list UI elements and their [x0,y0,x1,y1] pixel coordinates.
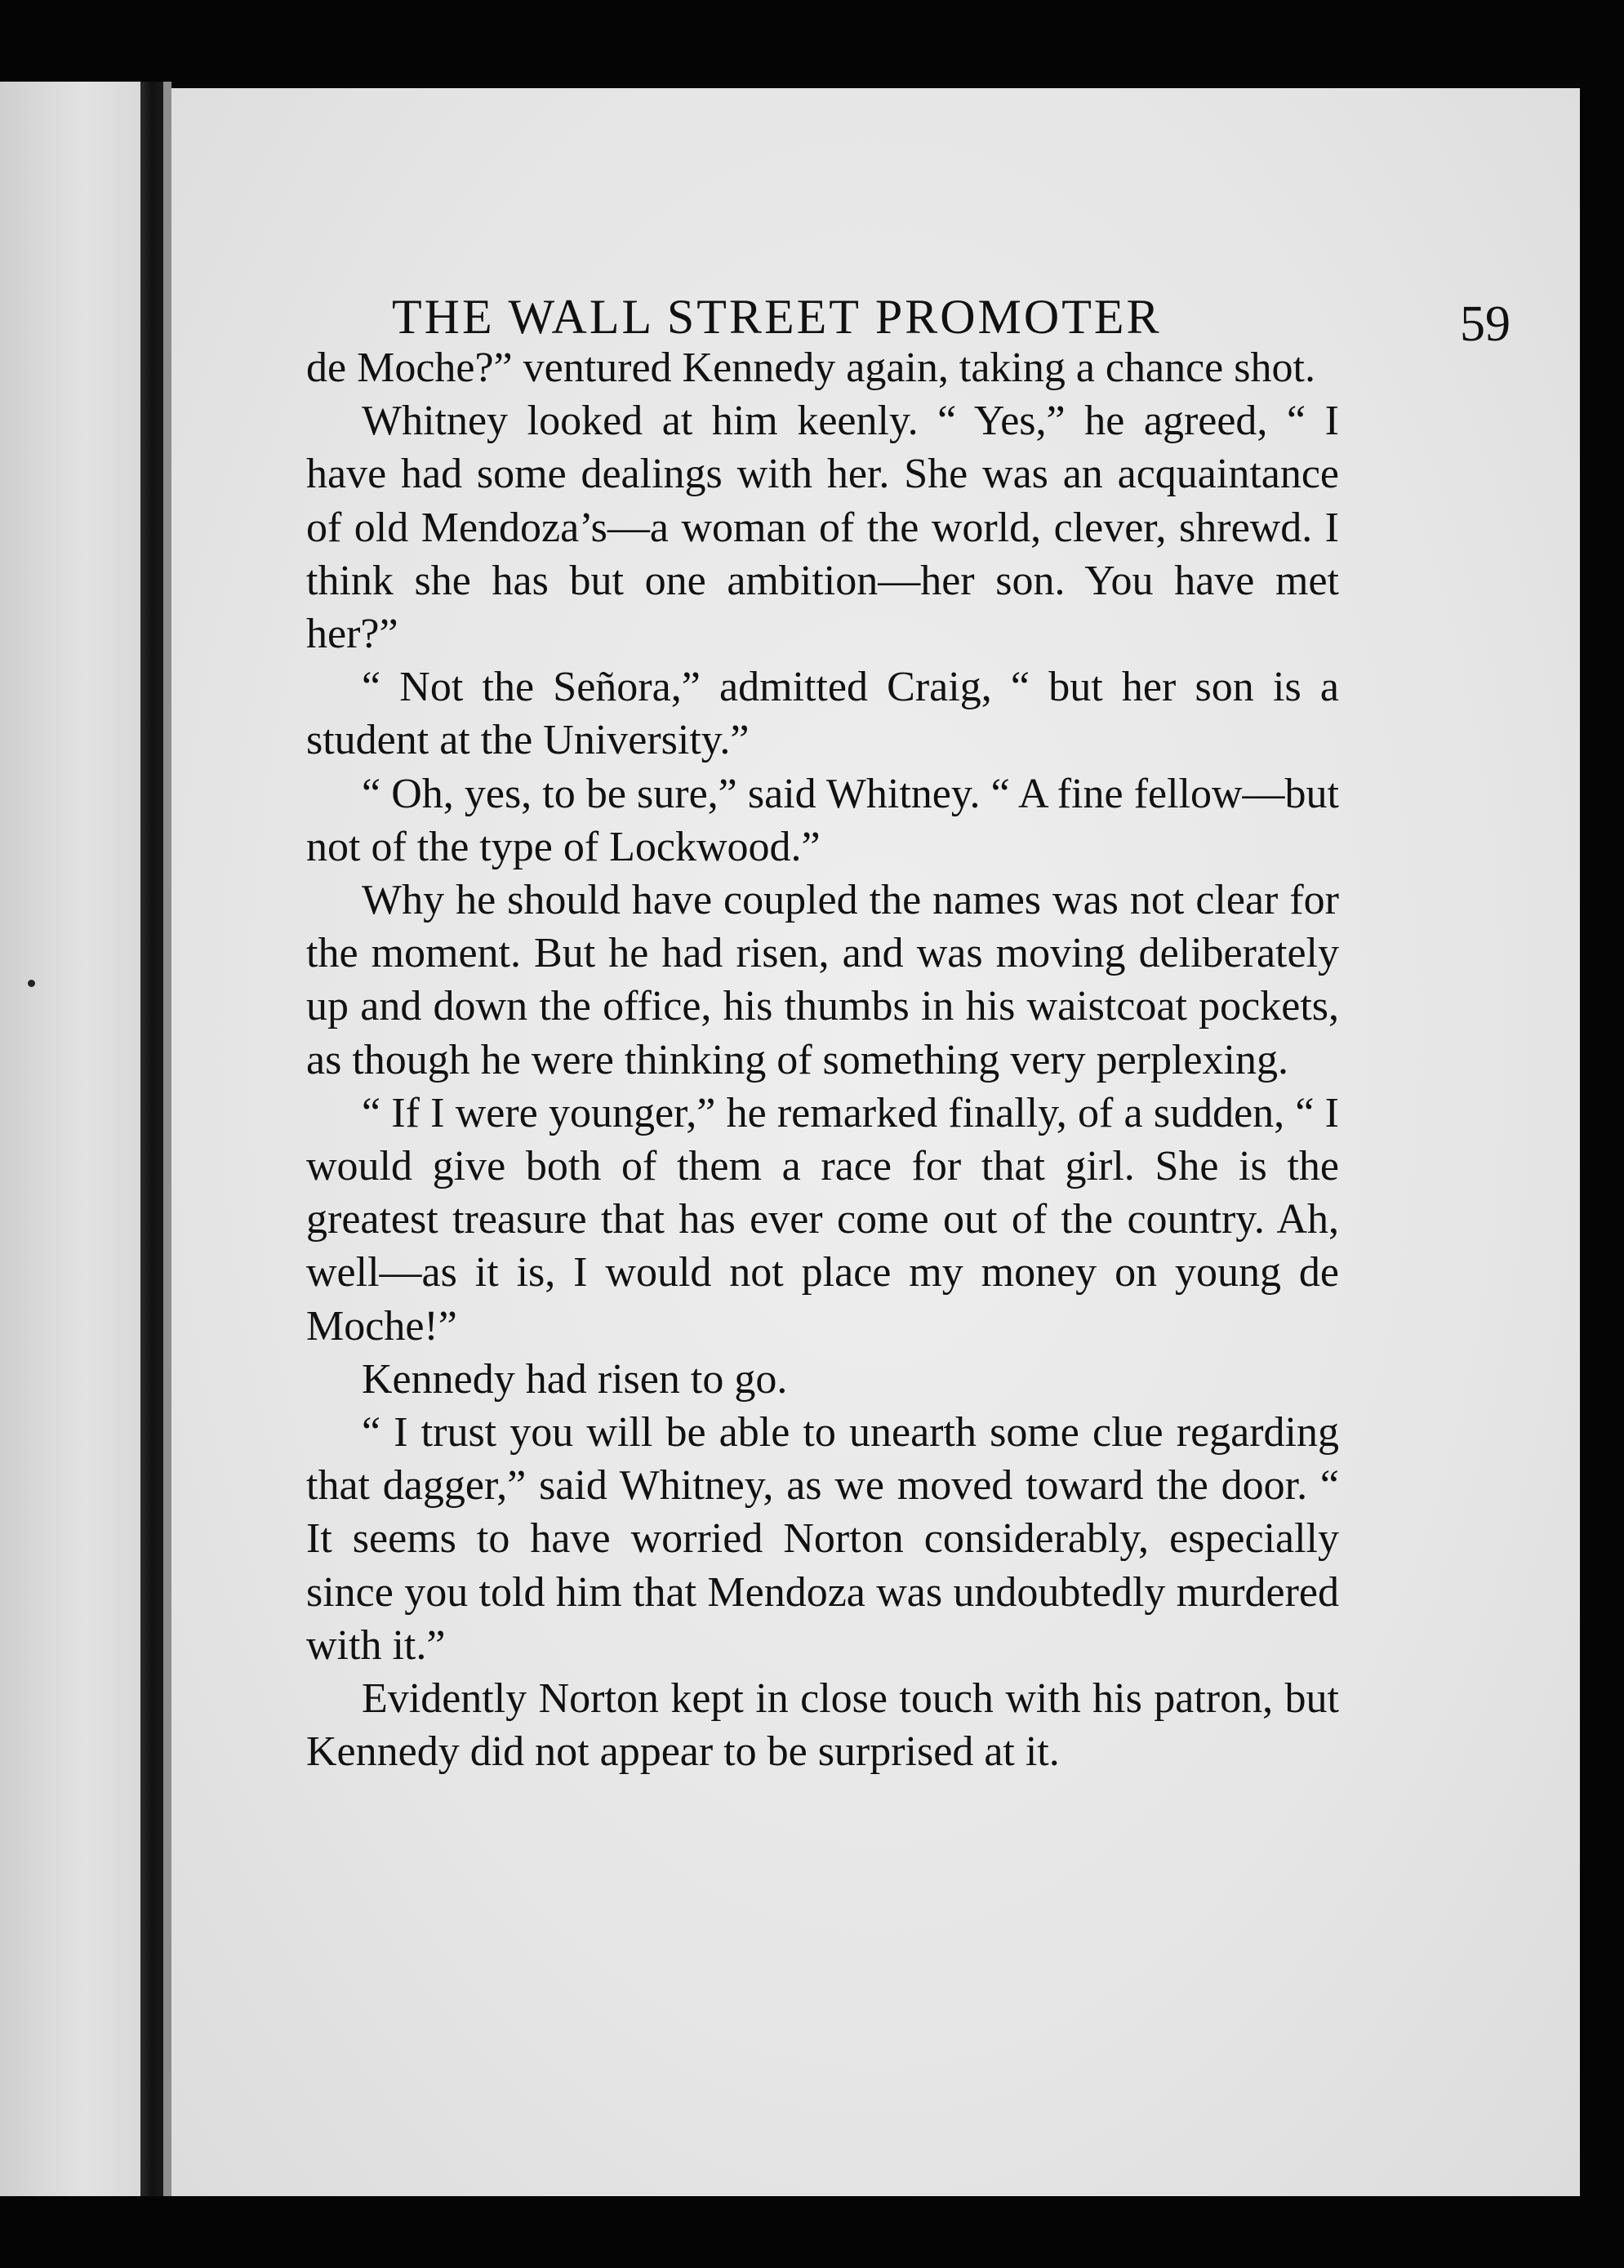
ink-speck [28,980,35,987]
running-head: THE WALL STREET PROMOTER [392,290,1162,344]
book-page [171,88,1580,2196]
paragraph: “ If I were younger,” he remarked finally, of a sudden, “ I would give both of them a race for that girl. She is the greatest treasure that has ever come out of the country. Ah, well—as it is, I would not place my money on young de Moche!” [306,1089,1339,1350]
left-page-edge [0,82,140,2196]
paragraph: de Moche?” ventured Kennedy again, taking a chance shot. [306,345,1315,391]
paragraph: “ I trust you will be able to unearth some clue regarding that dagger,” said Whitney, as we moved toward the door. “ It seems to have worried Norton considerably, especially since you told him that Mendoza was undoubtedly murdered with it.” [306,1409,1339,1669]
paragraph: Why he should have coupled the names was not clear for the moment. But he had risen, and was moving deliberately up and down the office, his thumbs in his waistcoat pockets, as though he were thinking of something very perplexing. [306,877,1339,1083]
body-text [306,341,1339,1778]
page-number: 59 [1460,296,1511,352]
paragraph: Kennedy had risen to go. [362,1355,788,1403]
paragraph: Evidently Norton kept in close touch with his patron, but Kennedy did not appear to be surprised at it. [306,1675,1339,1776]
paragraph: “ Oh, yes, to be sure,” said Whitney. “ A fine fellow—but not of the type of Lockwood.” [306,770,1339,870]
paragraph: Whitney looked at him keenly. “ Yes,” he agreed, “ I have had some dealings with her. She was an acquaintance of old Mendoza’s—a woman of the world, clever, shrewd. I think she has but one ambition—her son. You have met her?” [306,398,1339,658]
paragraph: “ Not the Señora,” admitted Craig, “ but her son is a student at the University.” [306,664,1339,764]
page-inner-edge [163,82,171,2196]
page-header [392,251,1511,352]
book-spine [140,82,163,2196]
